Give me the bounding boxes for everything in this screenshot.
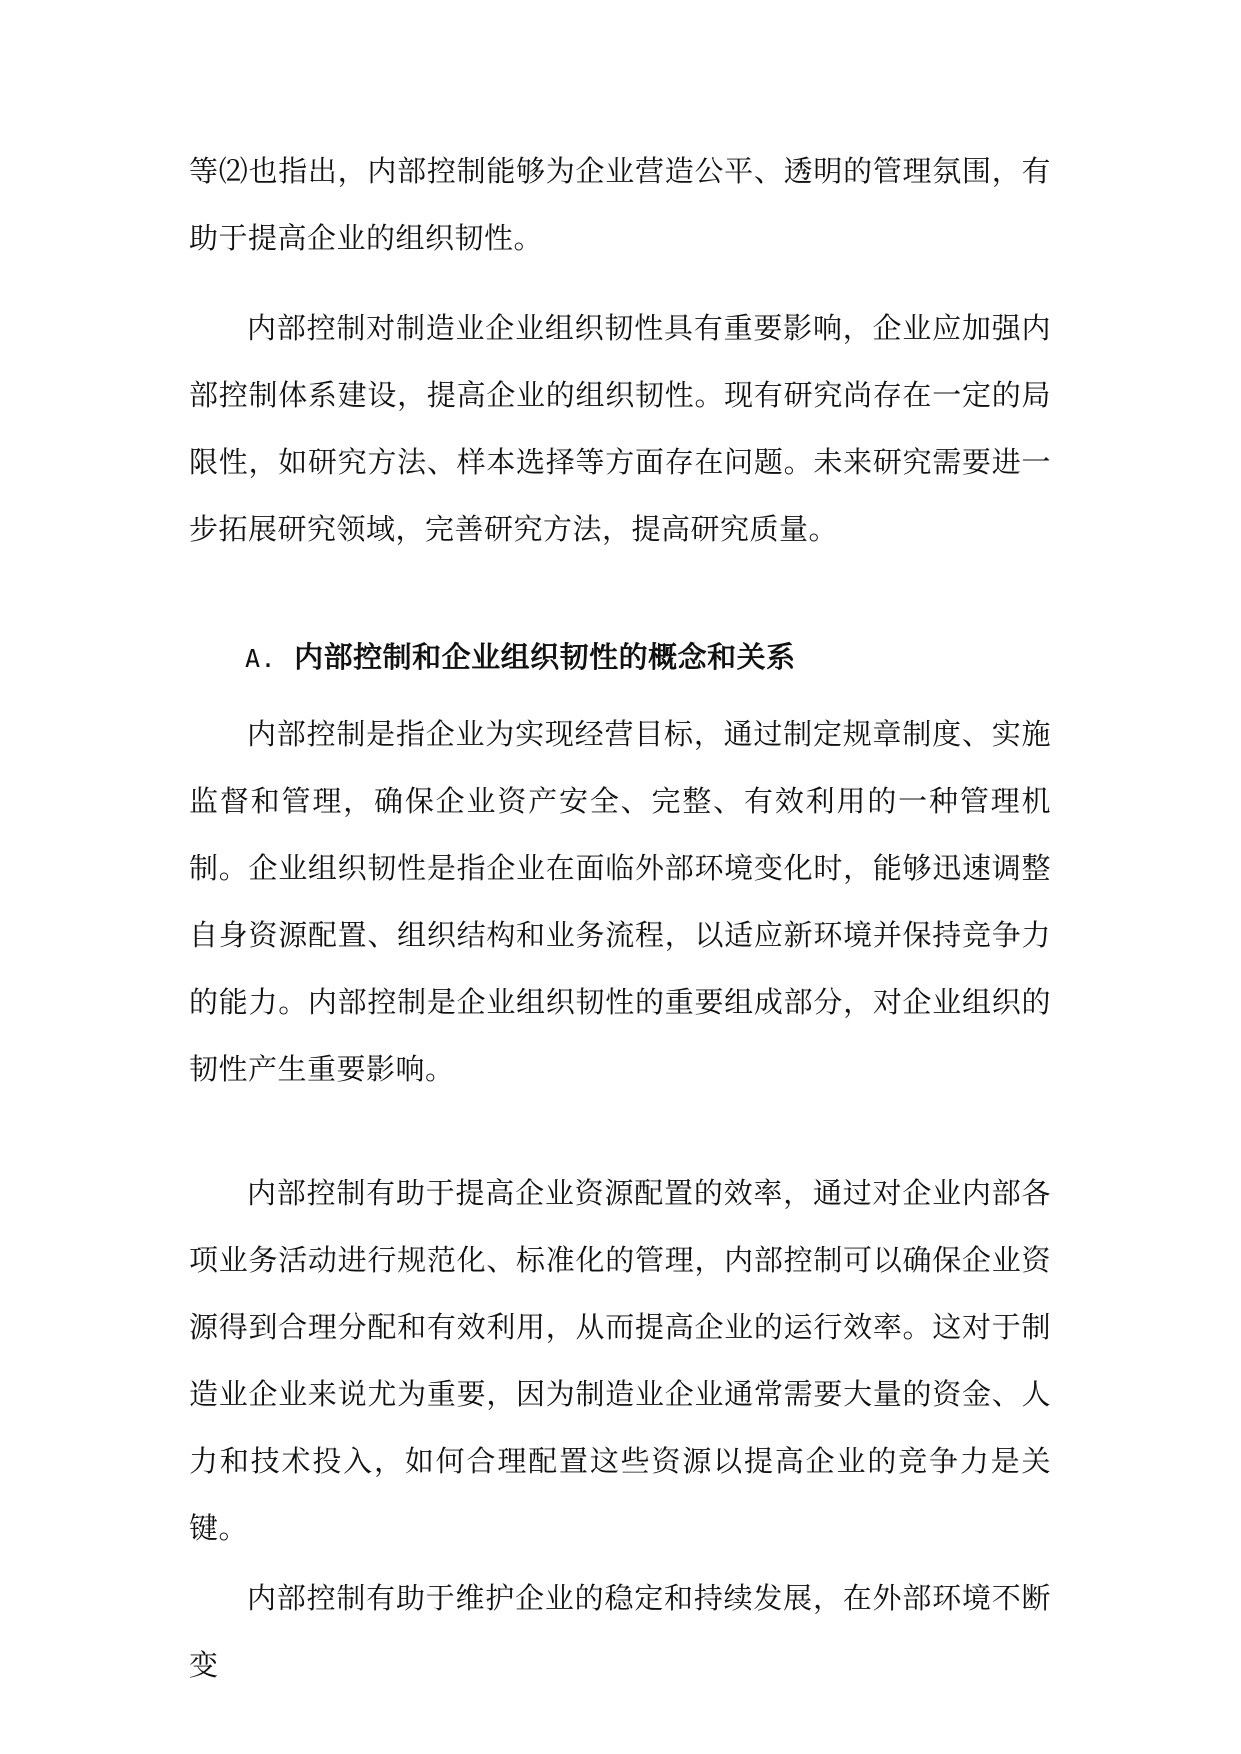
paragraph-2: 内部控制对制造业企业组织韧性具有重要影响，企业应加强内部控制体系建设，提高企业的组织韧性。现有研究尚存在一定的局限性，如研究方法、样本选择等方面存在问题。未来研究需要进一步拓展研究领域，完善研究方法，提高研究质量。 <box>189 311 1051 546</box>
section-title: 内部控制和企业组织韧性的概念和关系 <box>294 640 796 674</box>
section-number: A. <box>245 644 277 673</box>
paragraph-4: 内部控制有助于提高企业资源配置的效率，通过对企业内部各项业务活动进行规范化、标准化的管理，内部控制可以确保企业资源得到合理分配和有效利用，从而提高企业的运行效率。这对于制造业企业来说尤为重要，因为制造业企业通常需要大量的资金、人力和技术投入，如何合理配置这些资源以提高企业的竞争力是关键。 <box>189 1176 1051 1545</box>
paragraph-1: 等⑵也指出，内部控制能够为企业营造公平、透明的管理氛围，有助于提高企业的组织韧性。 <box>189 154 1051 255</box>
paragraph-3: 内部控制是指企业为实现经营目标，通过制定规章制度、实施监督和管理，确保企业资产安全、完整、有效利用的一种管理机制。企业组织韧性是指企业在面临外部环境变化时，能够迅速调整自身资源配置、组织结构和业务流程，以适应新环境并保持竞争力的能力。内部控制是企业组织韧性的重要组成部分，对企业组织的韧性产生重要影响。 <box>189 717 1051 1086</box>
section-heading <box>245 632 796 684</box>
paragraph-5: 内部控制有助于维护企业的稳定和持续发展，在外部环境不断变 <box>189 1581 1051 1682</box>
